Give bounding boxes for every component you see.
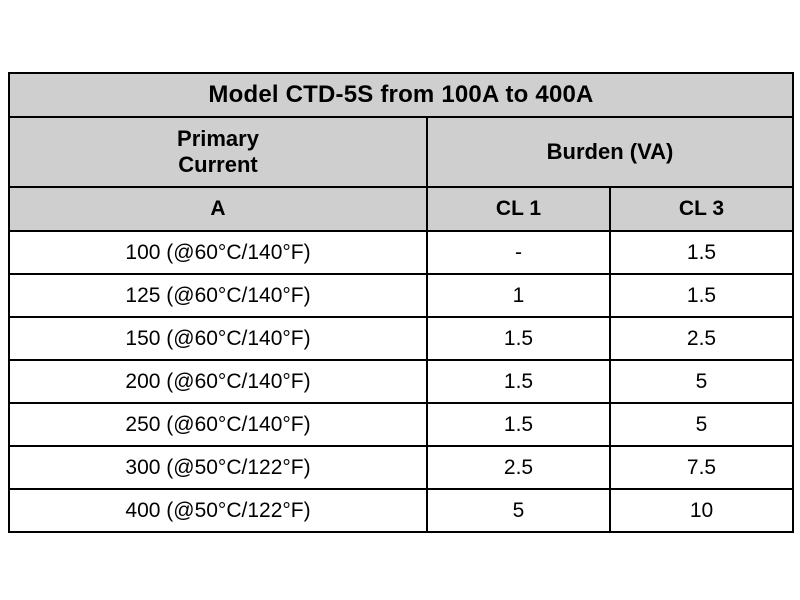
cell-cl3: 1.5: [610, 274, 793, 317]
table-row: [9, 489, 793, 532]
cell-cl1: -: [427, 231, 610, 274]
header-unit-a: A: [9, 187, 427, 231]
table-title-row: [9, 73, 793, 117]
table-row: [9, 231, 793, 274]
cell-cl1: 1.5: [427, 360, 610, 403]
burden-spec-table: [8, 72, 794, 533]
cell-current: 150 (@60°C/140°F): [9, 317, 427, 360]
header-cl1: CL 1: [427, 187, 610, 231]
cell-current: 200 (@60°C/140°F): [9, 360, 427, 403]
cell-cl1: 1: [427, 274, 610, 317]
header-primary-current: [9, 117, 427, 187]
header-primary-current-line2: Current: [178, 152, 258, 177]
header-burden: Burden (VA): [427, 117, 793, 187]
table-header-row-2: [9, 187, 793, 231]
table-row: [9, 274, 793, 317]
cell-cl3: 10: [610, 489, 793, 532]
cell-cl1: 5: [427, 489, 610, 532]
cell-current: 250 (@60°C/140°F): [9, 403, 427, 446]
cell-cl3: 1.5: [610, 231, 793, 274]
cell-cl1: 1.5: [427, 403, 610, 446]
cell-current: 125 (@60°C/140°F): [9, 274, 427, 317]
cell-cl3: 7.5: [610, 446, 793, 489]
cell-cl3: 5: [610, 403, 793, 446]
cell-current: 400 (@50°C/122°F): [9, 489, 427, 532]
header-cl3: CL 3: [610, 187, 793, 231]
cell-cl3: 2.5: [610, 317, 793, 360]
cell-cl3: 5: [610, 360, 793, 403]
table-title: Model CTD-5S from 100A to 400A: [9, 73, 793, 117]
table-row: [9, 446, 793, 489]
spec-table-container: [8, 72, 792, 533]
cell-current: 300 (@50°C/122°F): [9, 446, 427, 489]
table-row: [9, 403, 793, 446]
header-primary-current-line1: Primary: [177, 126, 259, 152]
cell-cl1: 1.5: [427, 317, 610, 360]
table-header-row-1: [9, 117, 793, 187]
table-row: [9, 360, 793, 403]
cell-cl1: 2.5: [427, 446, 610, 489]
table-row: [9, 317, 793, 360]
cell-current: 100 (@60°C/140°F): [9, 231, 427, 274]
